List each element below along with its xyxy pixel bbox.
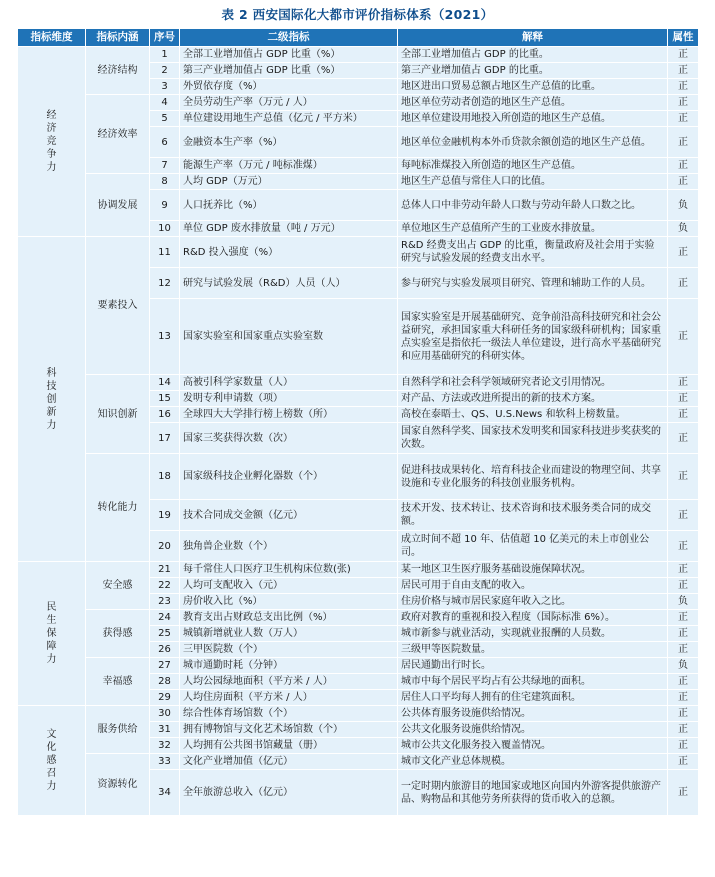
indicator-explanation: R&D 经费支出占 GDP 的比重，衡量政府及社会用于实验研究与试验发展的经费支出水平。 xyxy=(398,237,668,268)
row-number: 8 xyxy=(150,174,180,190)
connotation-cell: 获得感 xyxy=(86,610,150,658)
indicator-attribute: 正 xyxy=(668,79,699,95)
header-attribute: 属性 xyxy=(668,29,699,47)
indicator-attribute: 负 xyxy=(668,658,699,674)
row-number: 32 xyxy=(150,738,180,754)
indicator-name: 单位 GDP 废水排放量（吨 / 万元） xyxy=(180,221,398,237)
connotation-cell: 资源转化 xyxy=(86,754,150,816)
row-number: 28 xyxy=(150,674,180,690)
indicator-explanation: 国家实验室是开展基础研究、竞争前沿高科技研究和社会公益研究，承担国家重大科研任务的国家级科研机构；国家重点实验室是指依托一级法人单位建设，进行高水平基础研究和应用基础研究的科研实体。 xyxy=(398,299,668,375)
row-number: 27 xyxy=(150,658,180,674)
row-number: 30 xyxy=(150,706,180,722)
row-number: 33 xyxy=(150,754,180,770)
indicator-explanation: 参与研究与实验发展项目研究、管理和辅助工作的人员。 xyxy=(398,268,668,299)
indicator-attribute: 正 xyxy=(668,423,699,454)
dimension-label: 经济竞争力 xyxy=(46,110,57,173)
indicator-attribute: 正 xyxy=(668,722,699,738)
connotation-cell: 安全感 xyxy=(86,562,150,610)
indicator-explanation: 全部工业增加值占 GDP 的比重。 xyxy=(398,47,668,63)
indicator-explanation: 单位地区生产总值所产生的工业废水排放量。 xyxy=(398,221,668,237)
row-number: 34 xyxy=(150,770,180,816)
dimension-cell xyxy=(18,706,86,816)
indicator-explanation: 公共文化服务设施供给情况。 xyxy=(398,722,668,738)
indicator-attribute: 正 xyxy=(668,63,699,79)
table-row xyxy=(18,658,699,674)
indicator-attribute: 正 xyxy=(668,237,699,268)
indicator-attribute: 正 xyxy=(668,626,699,642)
dimension-label: 科技创新力 xyxy=(46,367,57,431)
table-row xyxy=(18,754,699,770)
row-number: 3 xyxy=(150,79,180,95)
row-number: 4 xyxy=(150,95,180,111)
row-number: 15 xyxy=(150,391,180,407)
indicator-attribute: 正 xyxy=(668,111,699,127)
indicator-name: 国家三奖获得次数（次） xyxy=(180,423,398,454)
indicator-name: 国家级科技企业孵化器数（个） xyxy=(180,454,398,500)
row-number: 21 xyxy=(150,562,180,578)
indicator-explanation: 技术开发、技术转让、技术咨询和技术服务类合同的成交额。 xyxy=(398,500,668,531)
indicator-explanation: 地区单位金融机构本外币贷款余额创造的地区生产总值。 xyxy=(398,127,668,158)
indicator-name: 国家实验室和国家重点实验室数 xyxy=(180,299,398,375)
indicator-attribute: 正 xyxy=(668,268,699,299)
row-number: 12 xyxy=(150,268,180,299)
indicator-name: 人均住房面积（平方米 / 人） xyxy=(180,690,398,706)
indicator-explanation: 公共体育服务设施供给情况。 xyxy=(398,706,668,722)
indicator-attribute: 负 xyxy=(668,221,699,237)
row-number: 29 xyxy=(150,690,180,706)
indicator-explanation: 城市新参与就业活动，实现就业报酬的人员数。 xyxy=(398,626,668,642)
indicator-attribute: 正 xyxy=(668,642,699,658)
indicator-name: 教育支出占财政总支出比例（%） xyxy=(180,610,398,626)
indicator-attribute: 正 xyxy=(668,454,699,500)
indicator-explanation: 地区单位劳动者创造的地区生产总值。 xyxy=(398,95,668,111)
dimension-cell xyxy=(18,47,86,237)
header-connotation: 指标内涵 xyxy=(86,29,150,47)
indicator-explanation: 地区单位建设用地投入所创造的地区生产总值。 xyxy=(398,111,668,127)
header-dimension: 指标维度 xyxy=(18,29,86,47)
indicator-attribute: 正 xyxy=(668,754,699,770)
indicator-attribute: 正 xyxy=(668,95,699,111)
connotation-cell: 经济结构 xyxy=(86,47,150,95)
table-row xyxy=(18,610,699,626)
table-row xyxy=(18,706,699,722)
row-number: 20 xyxy=(150,531,180,562)
dimension-cell xyxy=(18,237,86,562)
row-number: 16 xyxy=(150,407,180,423)
table-row xyxy=(18,237,699,268)
indicator-explanation: 第三产业增加值占 GDP 的比重。 xyxy=(398,63,668,79)
indicator-name: 房价收入比（%） xyxy=(180,594,398,610)
indicator-name: 综合性体育场馆数（个） xyxy=(180,706,398,722)
indicator-explanation: 居民通勤出行时长。 xyxy=(398,658,668,674)
indicator-explanation: 城市文化产业总体规模。 xyxy=(398,754,668,770)
table-row xyxy=(18,47,699,63)
indicator-name: 技术合同成交金额（亿元） xyxy=(180,500,398,531)
row-number: 1 xyxy=(150,47,180,63)
indicator-name: 城镇新增就业人数（万人） xyxy=(180,626,398,642)
row-number: 9 xyxy=(150,190,180,221)
indicator-name: 全部工业增加值占 GDP 比重（%） xyxy=(180,47,398,63)
indicator-attribute: 正 xyxy=(668,174,699,190)
indicator-name: 每千常住人口医疗卫生机构床位数(张) xyxy=(180,562,398,578)
indicator-explanation: 促进科技成果转化、培育科技企业而建设的物理空间、共享设施和专业化服务的科技创业服务机构。 xyxy=(398,454,668,500)
row-number: 7 xyxy=(150,158,180,174)
table-header-row xyxy=(18,29,699,47)
dimension-cell xyxy=(18,562,86,706)
table-row xyxy=(18,375,699,391)
table-row xyxy=(18,454,699,500)
row-number: 2 xyxy=(150,63,180,79)
indicator-attribute: 正 xyxy=(668,391,699,407)
table-row xyxy=(18,95,699,111)
indicator-name: 金融资本生产率（%） xyxy=(180,127,398,158)
indicator-attribute: 正 xyxy=(668,375,699,391)
row-number: 11 xyxy=(150,237,180,268)
indicator-name: 人均拥有公共图书馆藏量（册） xyxy=(180,738,398,754)
indicator-attribute: 负 xyxy=(668,594,699,610)
table-row xyxy=(18,562,699,578)
indicator-attribute: 正 xyxy=(668,158,699,174)
indicator-attribute: 正 xyxy=(668,299,699,375)
row-number: 19 xyxy=(150,500,180,531)
indicator-name: 能源生产率（万元 / 吨标准煤） xyxy=(180,158,398,174)
indicator-attribute: 正 xyxy=(668,47,699,63)
row-number: 5 xyxy=(150,111,180,127)
dimension-label: 文化感召力 xyxy=(46,729,57,792)
row-number: 31 xyxy=(150,722,180,738)
indicator-name: 拥有博物馆与文化艺术场馆数（个） xyxy=(180,722,398,738)
indicator-attribute: 正 xyxy=(668,674,699,690)
header-secondary-indicator: 二级指标 xyxy=(180,29,398,47)
indicator-attribute: 正 xyxy=(668,127,699,158)
indicator-attribute: 正 xyxy=(668,500,699,531)
row-number: 22 xyxy=(150,578,180,594)
row-number: 25 xyxy=(150,626,180,642)
indicator-name: 人口抚养比（%） xyxy=(180,190,398,221)
indicator-explanation: 国家自然科学奖、国家技术发明奖和国家科技进步奖获奖的次数。 xyxy=(398,423,668,454)
indicator-name: 外贸依存度（%） xyxy=(180,79,398,95)
indicator-attribute: 正 xyxy=(668,562,699,578)
header-explanation: 解释 xyxy=(398,29,668,47)
indicator-explanation: 每吨标准煤投入所创造的地区生产总值。 xyxy=(398,158,668,174)
indicator-explanation: 成立时间不超 10 年、估值超 10 亿美元的未上市创业公司。 xyxy=(398,531,668,562)
indicator-name: 独角兽企业数（个） xyxy=(180,531,398,562)
indicator-name: 全年旅游总收入（亿元） xyxy=(180,770,398,816)
indicator-explanation: 政府对教育的重视和投入程度（国际标准 6%）。 xyxy=(398,610,668,626)
indicator-explanation: 对产品、方法或改进所提出的新的技术方案。 xyxy=(398,391,668,407)
indicator-explanation: 一定时期内旅游目的地国家或地区向国内外游客提供旅游产品、购物品和其他劳务所获得的货币收入的总额。 xyxy=(398,770,668,816)
indicator-explanation: 地区进出口贸易总额占地区生产总值的比重。 xyxy=(398,79,668,95)
indicator-explanation: 总体人口中非劳动年龄人口数与劳动年龄人口数之比。 xyxy=(398,190,668,221)
row-number: 24 xyxy=(150,610,180,626)
indicator-name: 第三产业增加值占 GDP 比重（%） xyxy=(180,63,398,79)
indicator-attribute: 正 xyxy=(668,578,699,594)
indicator-name: 人均公园绿地面积（平方米 / 人） xyxy=(180,674,398,690)
indicator-explanation: 三级甲等医院数量。 xyxy=(398,642,668,658)
indicator-attribute: 正 xyxy=(668,531,699,562)
indicator-name: 人均 GDP（万元） xyxy=(180,174,398,190)
indicator-explanation: 高校在泰晤士、QS、U.S.News 和软科上榜数量。 xyxy=(398,407,668,423)
row-number: 6 xyxy=(150,127,180,158)
indicator-name: 城市通勤时耗（分钟） xyxy=(180,658,398,674)
indicator-attribute: 正 xyxy=(668,690,699,706)
row-number: 10 xyxy=(150,221,180,237)
indicator-explanation: 居民可用于自由支配的收入。 xyxy=(398,578,668,594)
indicator-attribute: 正 xyxy=(668,706,699,722)
connotation-cell: 转化能力 xyxy=(86,454,150,562)
dimension-label: 民生保障力 xyxy=(46,602,57,665)
indicator-name: 三甲医院数（个） xyxy=(180,642,398,658)
indicator-attribute: 负 xyxy=(668,190,699,221)
indicator-name: 全球四大大学排行榜上榜数（所） xyxy=(180,407,398,423)
connotation-cell: 要素投入 xyxy=(86,237,150,375)
header-number: 序号 xyxy=(150,29,180,47)
indicator-explanation: 地区生产总值与常住人口的比值。 xyxy=(398,174,668,190)
table-title: 表 2 西安国际化大都市评价指标体系（2021） xyxy=(221,7,494,22)
indicator-explanation: 自然科学和社会科学领域研究者论文引用情况。 xyxy=(398,375,668,391)
indicator-name: 单位建设用地生产总值（亿元 / 平方米） xyxy=(180,111,398,127)
connotation-cell: 协调发展 xyxy=(86,174,150,237)
indicator-name: 全员劳动生产率（万元 / 人） xyxy=(180,95,398,111)
row-number: 18 xyxy=(150,454,180,500)
row-number: 23 xyxy=(150,594,180,610)
row-number: 17 xyxy=(150,423,180,454)
row-number: 13 xyxy=(150,299,180,375)
indicator-name: 发明专利申请数（项） xyxy=(180,391,398,407)
connotation-cell: 知识创新 xyxy=(86,375,150,454)
indicator-explanation: 某一地区卫生医疗服务基础设施保障状况。 xyxy=(398,562,668,578)
connotation-cell: 幸福感 xyxy=(86,658,150,706)
indicator-name: 研究与试验发展（R&D）人员（人） xyxy=(180,268,398,299)
connotation-cell: 服务供给 xyxy=(86,706,150,754)
indicator-explanation: 住房价格与城市居民家庭年收入之比。 xyxy=(398,594,668,610)
indicator-name: R&D 投入强度（%） xyxy=(180,237,398,268)
connotation-cell: 经济效率 xyxy=(86,95,150,174)
indicator-explanation: 居住人口平均每人拥有的住宅建筑面积。 xyxy=(398,690,668,706)
indicator-explanation: 城市中每个居民平均占有公共绿地的面积。 xyxy=(398,674,668,690)
table-row xyxy=(18,174,699,190)
indicator-name: 人均可支配收入（元） xyxy=(180,578,398,594)
indicator-attribute: 正 xyxy=(668,738,699,754)
indicator-table xyxy=(17,28,699,816)
indicator-attribute: 正 xyxy=(668,610,699,626)
indicator-name: 文化产业增加值（亿元） xyxy=(180,754,398,770)
indicator-explanation: 城市公共文化服务投入覆盖情况。 xyxy=(398,738,668,754)
row-number: 26 xyxy=(150,642,180,658)
row-number: 14 xyxy=(150,375,180,391)
indicator-name: 高被引科学家数量（人） xyxy=(180,375,398,391)
indicator-attribute: 正 xyxy=(668,770,699,816)
indicator-attribute: 正 xyxy=(668,407,699,423)
